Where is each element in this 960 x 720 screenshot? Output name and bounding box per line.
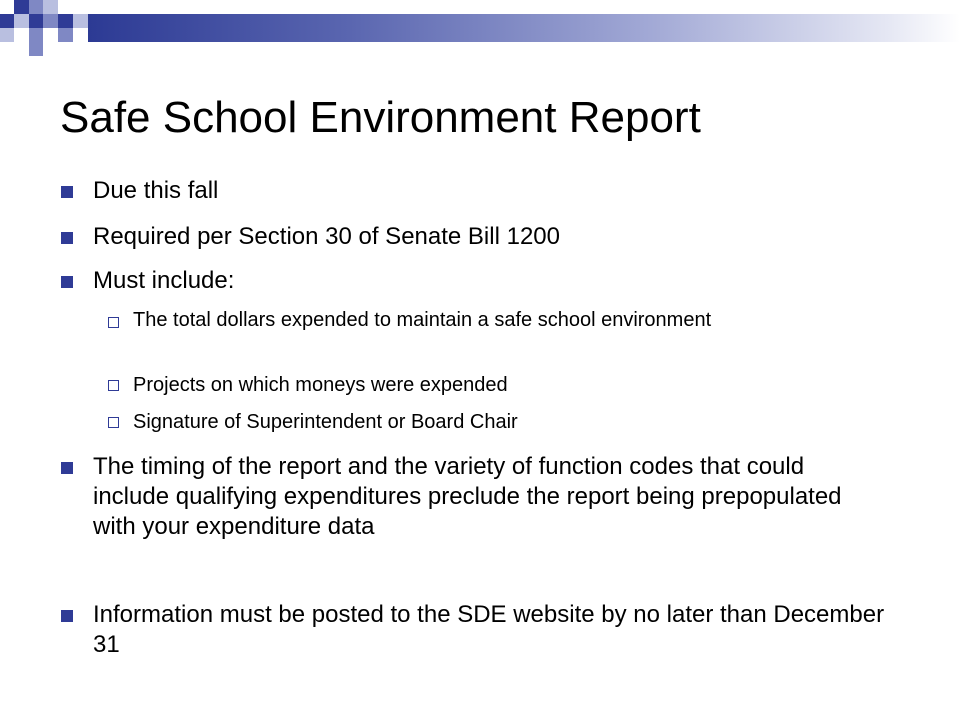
bullet-text: Must include: bbox=[93, 267, 235, 294]
deco-square bbox=[43, 0, 58, 14]
deco-square bbox=[43, 14, 58, 28]
deco-square bbox=[29, 42, 43, 56]
square-bullet-icon bbox=[61, 276, 73, 288]
sub-bullet-text: The total dollars expended to maintain a safe school environment bbox=[133, 309, 712, 331]
deco-square bbox=[73, 14, 88, 28]
deco-square bbox=[29, 14, 43, 28]
header-gradient-bar bbox=[88, 14, 960, 42]
hollow-square-bullet-icon bbox=[108, 417, 119, 428]
deco-square bbox=[14, 28, 29, 42]
square-bullet-icon bbox=[61, 232, 73, 244]
square-bullet-icon bbox=[61, 462, 73, 474]
bullet-text: Required per Section 30 of Senate Bill 1200 bbox=[93, 223, 560, 250]
deco-square bbox=[43, 28, 58, 42]
deco-square bbox=[14, 0, 29, 14]
hollow-square-bullet-icon bbox=[108, 317, 119, 328]
deco-square bbox=[58, 14, 73, 28]
deco-square bbox=[0, 0, 14, 14]
bullet-text: The timing of the report and the variety of function codes that could include qualifying expenditures preclude the report being prepopulated with your expenditure data bbox=[93, 453, 842, 540]
header-decoration bbox=[0, 0, 960, 60]
hollow-square-bullet-icon bbox=[108, 380, 119, 391]
square-bullet-icon bbox=[61, 610, 73, 622]
deco-square bbox=[0, 14, 14, 28]
deco-square bbox=[29, 0, 43, 14]
slide-title: Safe School Environment Report bbox=[60, 93, 701, 142]
square-bullet-icon bbox=[61, 186, 73, 198]
deco-square bbox=[58, 28, 73, 42]
deco-square bbox=[0, 28, 14, 42]
sub-bullet-text: Signature of Superintendent or Board Chair bbox=[133, 411, 518, 433]
sub-bullet-text: Projects on which moneys were expended bbox=[133, 374, 508, 396]
bullet-text: Information must be posted to the SDE website by no later than December 31 bbox=[93, 601, 885, 658]
bullet-text: Due this fall bbox=[93, 177, 219, 204]
deco-square bbox=[29, 28, 43, 42]
deco-square bbox=[14, 14, 29, 28]
